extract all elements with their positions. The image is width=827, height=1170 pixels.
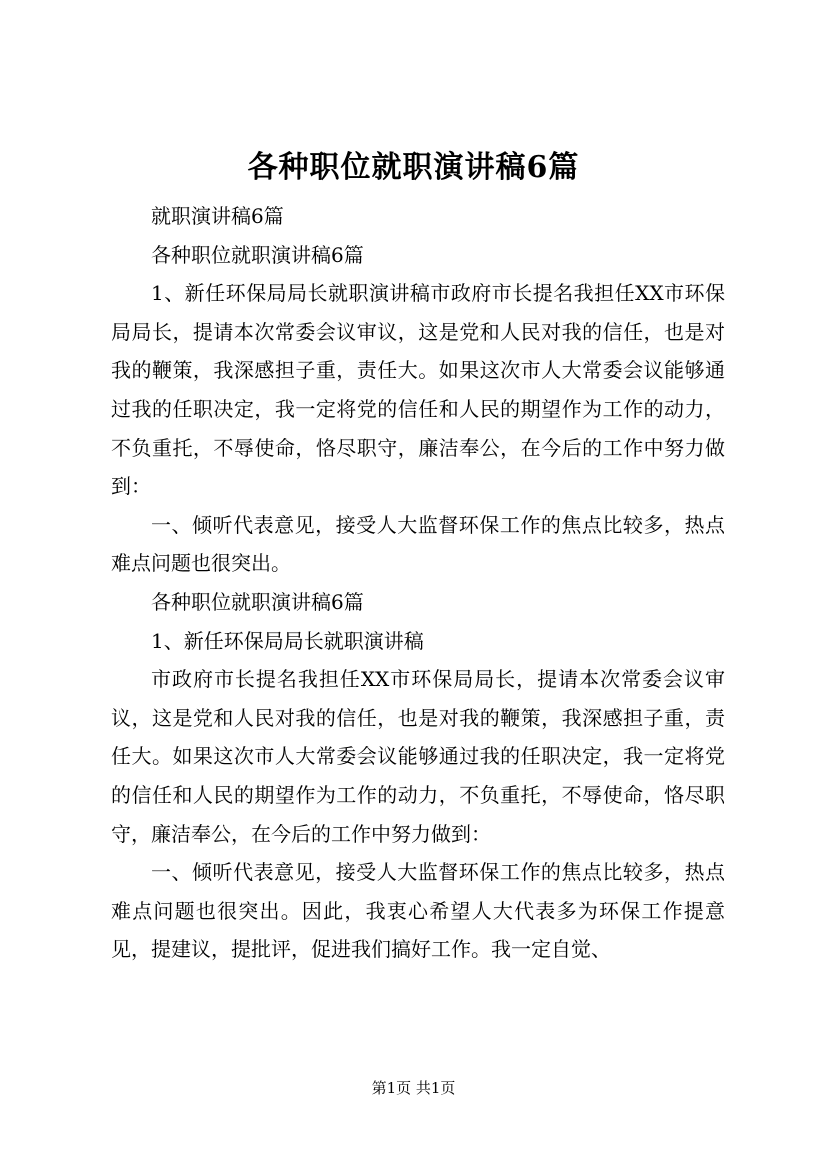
paragraph: 一、倾听代表意见，接受人大监督环保工作的焦点比较多，热点难点问题也很突出。: [111, 512, 725, 576]
paragraph: 一、倾听代表意见，接受人大监督环保工作的焦点比较多，热点难点问题也很突出。因此，我衷心希望人大代表多为环保工作提意见，提建议，提批评，促进我们搞好工作。我一定自觉、: [111, 860, 725, 962]
paragraph: 就职演讲稿6篇: [151, 204, 284, 228]
paragraph: 各种职位就职演讲稿6篇: [151, 242, 364, 267]
page-footer: 第1页 共1页: [371, 1079, 456, 1097]
paragraph: 1、新任环保局局长就职演讲稿: [151, 628, 424, 653]
document-title: 各种职位就职演讲稿6篇: [247, 150, 580, 185]
document-body: [111, 197, 725, 969]
paragraph: 1、新任环保局局长就职演讲稿市政府市长提名我担任XX市环保局局长，提请本次常委会议审议，这是党和人民对我的信任，也是对我的鞭策，我深感担子重，责任大。如果这次市人大常委会议能够通过我的任职决定，我一定将党的信任和人民的期望作为工作的动力，不负重托，不辱使命，恪尽职守，廉洁奉公，在今后的工作中努力做到：: [111, 281, 725, 499]
paragraph: 各种职位就职演讲稿6篇: [151, 589, 364, 614]
paragraph: 市政府市长提名我担任XX市环保局局长，提请本次常委会议审议，这是党和人民对我的信任，也是对我的鞭策，我深感担子重，责任大。如果这次市人大常委会议能够通过我的任职决定，我一定将党的信任和人民的期望作为工作的动力，不负重托，不辱使命，恪尽职守，廉洁奉公，在今后的工作中努力做到：: [111, 667, 725, 846]
